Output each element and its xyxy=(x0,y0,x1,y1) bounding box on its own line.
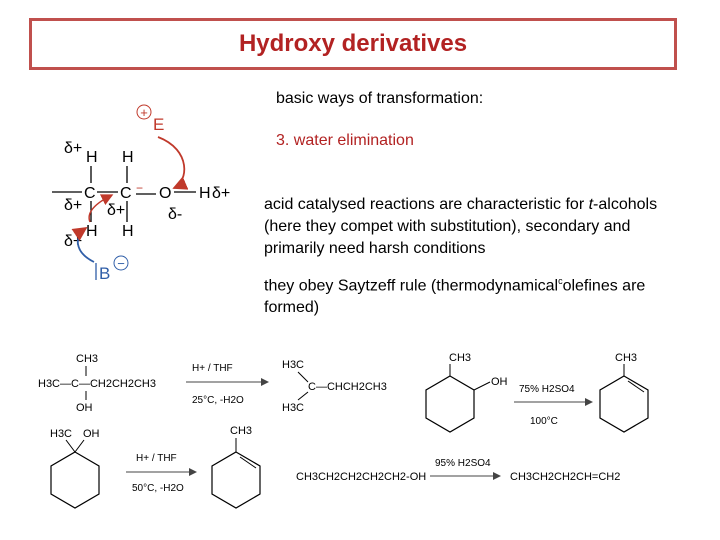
r1-prod-main: C—CHCH2CH3 xyxy=(308,381,387,393)
r1-ch3: CH3 xyxy=(76,353,99,365)
c2-charge: − xyxy=(136,181,144,195)
subtitle: basic ways of transformation: xyxy=(276,90,484,107)
reaction-3 xyxy=(50,425,260,508)
r3-reagent-top: H+ / THF xyxy=(136,453,177,464)
r3-oh: OH xyxy=(83,428,100,440)
h-bottom-left: H xyxy=(86,223,98,240)
reaction-2 xyxy=(426,352,648,432)
r4-reactant: CH3CH2CH2CH2CH2-OH xyxy=(296,471,427,483)
r3-prod-ch3: CH3 xyxy=(230,425,253,437)
delta-plus-2: δ+ xyxy=(64,197,83,214)
r3-product-ring xyxy=(212,452,260,508)
para1-italic-t: t xyxy=(588,196,594,213)
r1-main-chain: H3C—C—CH2CH2CH3 xyxy=(38,378,156,390)
para2-line1b: olefines are xyxy=(562,277,646,295)
carbon-1: C xyxy=(84,185,96,202)
para1-line3: primarily need harsh conditions xyxy=(264,240,486,257)
r3-cyclohexane-ring xyxy=(51,452,99,508)
reaction-4 xyxy=(296,458,620,483)
h-on-oxygen: H xyxy=(199,185,211,202)
page-title: Hydroxy derivatives xyxy=(238,30,468,57)
delta-minus: δ- xyxy=(168,206,183,223)
h-top-left: H xyxy=(86,149,98,166)
delta-plus-4: δ+ xyxy=(64,233,83,250)
para2-line2: formed) xyxy=(264,299,320,317)
r2-product-ring xyxy=(600,376,648,432)
r3-bond-h3c xyxy=(66,440,75,452)
r2-reagent-bottom: 100°C xyxy=(530,416,558,427)
reaction-1 xyxy=(38,353,387,414)
section-heading: 3. water elimination xyxy=(276,132,414,149)
delta-plus-oh: δ+ xyxy=(212,185,231,202)
r2-prod-ch3: CH3 xyxy=(615,352,638,364)
r2-bond-oh xyxy=(474,382,490,390)
para1-text-b: -alcohols xyxy=(593,196,658,213)
r4-product: CH3CH2CH2CH=CH2 xyxy=(510,471,621,483)
delta-plus-1: δ+ xyxy=(64,140,83,157)
base-charge-sign: − xyxy=(117,256,125,271)
delta-plus-3: δ+ xyxy=(107,202,126,219)
r4-reagent: 95% H2SO4 xyxy=(435,458,491,469)
e-charge-sign: + xyxy=(140,105,148,120)
base-label: B xyxy=(99,264,111,283)
oxygen: O xyxy=(159,185,172,202)
r3-h3c: H3C xyxy=(50,428,73,440)
r2-cyclohexane-ring xyxy=(426,376,474,432)
r1-prod-bond-bottom xyxy=(298,392,308,400)
r1-oh: OH xyxy=(76,402,93,414)
r1-prod-h3c-bot: H3C xyxy=(282,402,305,414)
electrophile-attack-arrow xyxy=(158,137,184,188)
para1-text-a: acid catalysed reactions are characteristic for xyxy=(264,196,589,213)
r1-prod-h3c-top: H3C xyxy=(282,359,305,371)
h-top-right: H xyxy=(122,149,134,166)
h-bottom-right: H xyxy=(122,223,134,240)
mechanism-diagram xyxy=(52,105,230,283)
r1-reagent-top: H+ / THF xyxy=(192,363,233,374)
para2-superscript-marker: c xyxy=(558,276,563,286)
para1-line2: (here they compet with substitution), secondary and xyxy=(264,218,631,235)
r1-prod-bond-top xyxy=(298,372,308,382)
carbon-2: C xyxy=(120,185,132,202)
r2-oh: OH xyxy=(491,376,508,388)
r3-reagent-bottom: 50°C, -H2O xyxy=(132,483,184,494)
r1-reagent-bottom: 25°C, -H2O xyxy=(192,395,244,406)
electrophile-label: E xyxy=(153,115,165,134)
r3-bond-oh xyxy=(75,440,84,452)
r2-reagent-top: 75% H2SO4 xyxy=(519,384,575,395)
r2-ch3: CH3 xyxy=(449,352,472,364)
para2-line1: they obey Saytzeff rule (thermodynamical xyxy=(264,277,559,295)
